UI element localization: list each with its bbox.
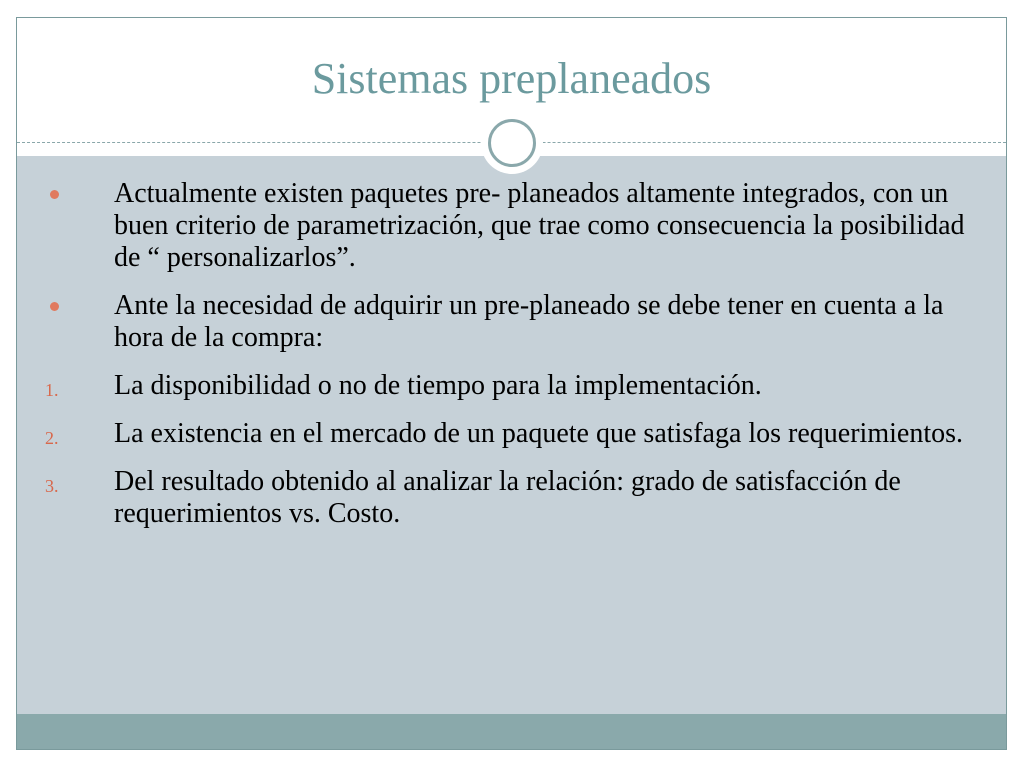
bullet-icon [50, 302, 59, 311]
list-item [17, 290, 1006, 354]
list-item-text: La disponibilidad o no de tiempo para la implementación. [114, 370, 762, 401]
bullet-icon [50, 190, 59, 199]
list-item-text: Del resultado obtenido al analizar la relación: grado de satisfacción de requerimientos vs. Costo. [114, 466, 901, 529]
slide-title: Sistemas preplaneados [311, 54, 712, 103]
footer-bar [17, 714, 1006, 749]
list-item [17, 178, 1006, 274]
list-item-text: Ante la necesidad de adquirir un pre-planeado se debe tener en cuenta a la hora de la compra: [114, 290, 944, 353]
list-item-text: Actualmente existen paquetes pre- planeados altamente integrados, con un buen criterio de parametrización, que trae como consecuencia la posibilidad de “ personalizarlos”. [114, 178, 965, 273]
list-number: 1. [45, 380, 59, 400]
list-number: 2. [45, 428, 59, 448]
list-item [17, 370, 1006, 402]
list-item [17, 418, 1006, 450]
list-item-text: La existencia en el mercado de un paquete que satisfaga los requerimientos. [114, 418, 963, 449]
content-list [17, 178, 1006, 546]
slide [16, 17, 1007, 750]
list-number: 3. [45, 476, 59, 496]
divider-circle-ring [488, 119, 536, 167]
list-item [17, 466, 1006, 530]
